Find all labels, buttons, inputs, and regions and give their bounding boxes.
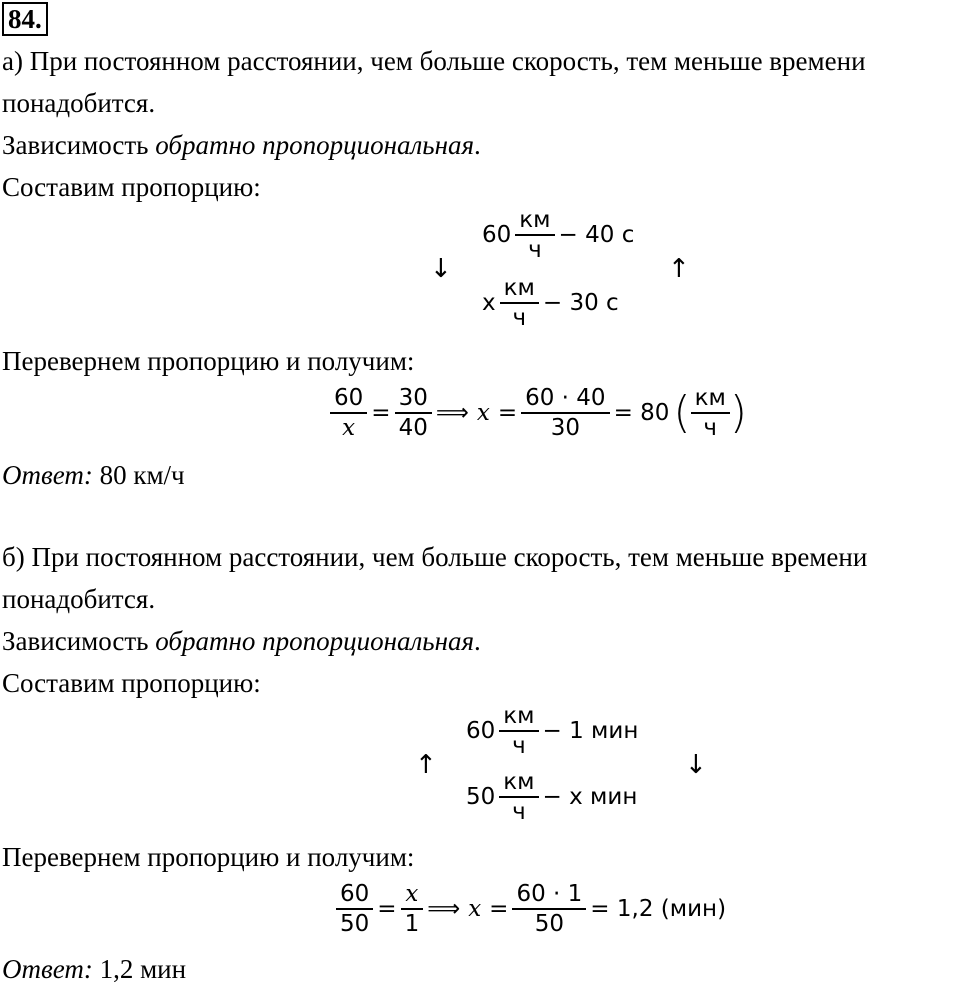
answer-value: 80 км/ч (92, 460, 185, 490)
dependency-prefix: Зависимость (2, 626, 156, 656)
part-a-compose: Составим пропорцию: (2, 172, 261, 202)
fraction: $\frac{60}{x}$ (330, 384, 367, 442)
arrow-up-icon: ↑ (668, 254, 690, 284)
fraction: $\frac{60 \cdot 40}{30}$ (521, 384, 609, 442)
unit-fraction: $\frac{км}{ч}$ (500, 274, 539, 332)
part-a-intro-line2: понадобится. (2, 88, 156, 118)
part-a-intro-line1: а) При постоянном расстоянии, чем больше скорость, тем меньше времени (2, 46, 866, 76)
unit-fraction: $\frac{км}{ч}$ (499, 702, 538, 760)
unit-fraction: $\frac{км}{ч}$ (515, 206, 554, 264)
unit-fraction: $\frac{км}{ч}$ (691, 384, 730, 442)
part-a-proportion-row2: x $\frac{км}{ч}$ − 30 с (482, 275, 619, 331)
part-a-dependency (2, 128, 481, 162)
arrow-down-icon: ↓ (430, 254, 452, 284)
part-b-answer (2, 952, 186, 986)
fraction: $\frac{30}{40}$ (395, 384, 432, 442)
part-b-intro-line2: понадобится. (2, 584, 156, 614)
part-b-equation: $\frac{60}{50}$ = $\frac{x}{1}$ ⟹ x = $\frac{60 \cdot 1}{50}$ = 1,2 (мин) (336, 880, 730, 938)
part-a-equation: $\frac{60}{x}$ = $\frac{30}{40}$ ⟹ x = $\frac{60 \cdot 40}{30}$ = 80 ( $\frac{км}{ч}$ ) (330, 384, 747, 442)
fraction: $\frac{60}{50}$ (336, 880, 373, 938)
part-b-flip: Перевернем пропорцию и получим: (2, 842, 415, 872)
problem-number: 84. (2, 2, 48, 36)
part-a-answer (2, 458, 185, 492)
fraction: $\frac{x}{1}$ (401, 880, 424, 938)
part-b-dependency (2, 624, 481, 658)
answer-label: Ответ: (2, 954, 93, 984)
part-a-flip: Перевернем пропорцию и получим: (2, 346, 415, 376)
fraction: $\frac{60 \cdot 1}{50}$ (512, 880, 586, 938)
dependency-suffix: . (474, 130, 481, 160)
part-b-intro-line1: б) При постоянном расстоянии, чем больше скорость, тем меньше времени (2, 542, 868, 572)
answer-value: 1,2 мин (92, 954, 187, 984)
part-a-proportion-row1: 60 $\frac{км}{ч}$ − 40 с (482, 207, 635, 263)
dependency-suffix: . (474, 626, 481, 656)
part-b-compose: Составим пропорцию: (2, 668, 261, 698)
arrow-up-icon: ↑ (415, 750, 437, 780)
dependency-type: обратно пропорциональная (155, 626, 475, 656)
arrow-down-icon: ↓ (685, 750, 707, 780)
dependency-type: обратно пропорциональная (155, 130, 475, 160)
answer-label: Ответ: (2, 460, 93, 490)
dependency-prefix: Зависимость (2, 130, 156, 160)
unit-fraction: $\frac{км}{ч}$ (499, 768, 538, 826)
part-b-proportion-row2: 50 $\frac{км}{ч}$ − x мин (466, 769, 638, 825)
part-b-proportion-row1: 60 $\frac{км}{ч}$ − 1 мин (466, 703, 639, 759)
